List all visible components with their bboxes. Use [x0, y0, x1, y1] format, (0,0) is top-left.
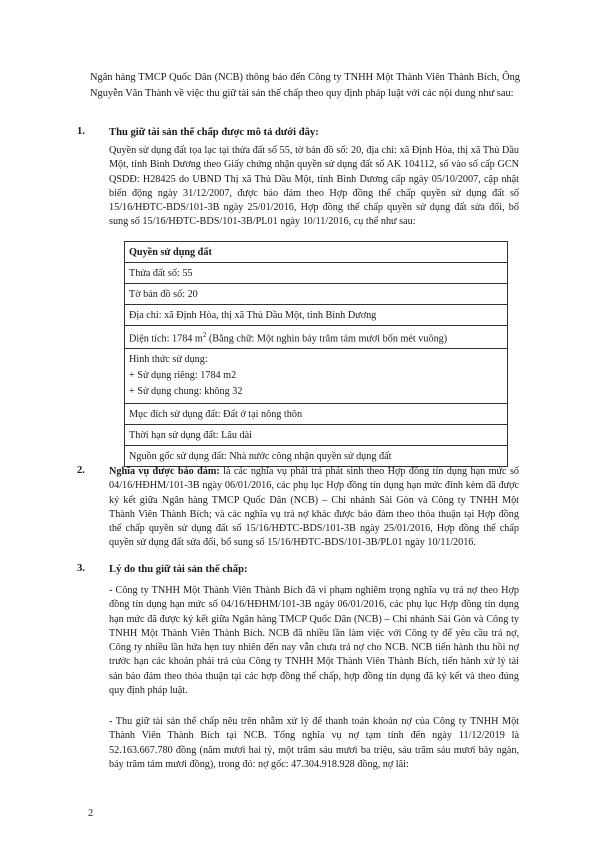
- area-value: Diện tích: 1784 m: [129, 333, 203, 345]
- page-number: 2: [88, 808, 94, 819]
- section-1-number: 1.: [77, 126, 85, 137]
- table-cell: Thửa đất số: 55: [125, 263, 508, 284]
- table-cell-area: [125, 326, 508, 349]
- section-3-bullet-2: - Thu giữ tài sản thế chấp nêu trên nhằm xử lý để thanh toán khoản nợ của Công ty TNHH Một Thành Viên Thành Bích tại NCB. Tổng nghĩa vụ nợ tạm tính đến ngày 11/12/2019 là 52.163.667.780 đồng (năm mươi hai tỷ, một trăm sáu mươi ba triệu, sáu trăm sáu mươi bảy ngàn, bảy trăm tám mươi đồng), trong đó: nợ gốc: 47.304.918.928 đồng, nợ lãi:: [109, 716, 519, 770]
- usage-form-label: Hình thức sử dụng:: [129, 354, 208, 366]
- land-use-table: [124, 241, 508, 467]
- section-2-body: là các nghĩa vụ phải trả phát sinh theo Hợp đồng tín dụng hạn mức số 04/16/HĐHM/101-3B ngày 06/01/2016, các phụ lục Hợp đồng tín dụng hạn mức đính kèm đã được ký kết giữa Ngân hàng TMCP Quốc Dân (NCB) – Chi nhánh Sài Gòn và Công ty TNHH Một Thành Viên Thành Bích; và các nghĩa vụ trả nợ khác được bảo đảm theo thỏa thuận tại Hợp đồng thế chấp quyền sử dụng đất số 15/16/HĐTC-BDS/101-3B ngày 25/01/2016, Hợp đồng thế chấp quyền sử dụng đất sửa đổi, bổ sung số 15/16/HĐTC-BDS/101-3B/PL01 ngày 10/11/2016.: [109, 466, 520, 549]
- table-row: [125, 326, 508, 349]
- area-superscript: 2: [202, 331, 207, 339]
- table-cell: Địa chỉ: xã Định Hòa, thị xã Thủ Dầu Một, tỉnh Bình Dương: [125, 305, 508, 326]
- table-cell: Tờ bản đồ số: 20: [125, 284, 508, 305]
- table-row: [125, 242, 508, 263]
- table-row: [125, 349, 508, 404]
- usage-shared: + Sử dụng chung: không 32: [129, 386, 243, 398]
- table-cell: Mục đích sử dụng đất: Đất ở tại nông thôn: [125, 404, 508, 425]
- section-1-body: Quyền sử dụng đất tọa lạc tại thửa đất số 55, tờ bản đồ số: 20, địa chỉ: xã Định Hòa, thị xã Thủ Dầu Một, tỉnh Bình Dương theo Giấy chứng nhận quyền sử dụng đất số AK 104112, số vào số cấp GCN QSDĐ: H28425 do UBND Thị xã Thủ Dầu Một, tỉnh Bình Dương cấp ngày 05/10/2007, cập nhật biến động ngày 31/12/2007, được bảo đảm theo Hợp đồng thế chấp quyền sử dụng đất số 15/16/HĐTC-BDS/101-3B ngày 25/01/2016, Hợp đồng thế chấp quyền sử dụng đất sửa đổi, bổ sung số 15/16/HĐTC-BDS/101-3B/PL01 ngày 10/11/2016, cụ thể như sau:: [109, 145, 519, 228]
- section-2-title: Nghĩa vụ được bảo đảm:: [109, 466, 220, 477]
- section-2-paragraph: [109, 465, 519, 551]
- area-words: (Bằng chữ: Một nghìn bảy trăm tám mươi bốn mét vuông): [206, 333, 448, 345]
- section-3-title: Lý do thu giữ tài sản thế chấp:: [109, 564, 248, 575]
- table-cell: Nguồn gốc sử dụng đất: Nhà nước công nhận quyền sử dụng đất: [125, 446, 508, 467]
- section-3-number: 3.: [77, 563, 85, 574]
- section-3-bullet-1: - Công ty TNHH Một Thành Viên Thành Bích đã vi phạm nghiêm trọng nghĩa vụ trả nợ theo Hợp đồng tín dụng hạn mức số 04/16/HĐHM/101-3B ngày 06/01/2016, các phụ lục Hợp đồng tín dụng hạn mức đã được ký kết giữa Ngân hàng TMCP Quốc Dân (NCB) – Chi nhánh Sài Gòn và Công ty TNHH Một Thành Viên Thành Bích. NCB đã nhiều lần làm việc với Công ty để yêu cầu trả nợ, Công ty nhiều lần hứa hẹn tuy nhiên đến nay vẫn chưa trả nợ cho NCB. NCB tiến hành thu hồi nợ trước hạn các khoản phải trả của Công ty TNHH Một Thành Viên Thành Bích, tiến hành xử lý tài sản bảo đảm theo thỏa thuận tại các hợp đồng thế chấp, hợp đồng tín dụng đã ký kết và theo đúng quy định pháp luật.: [109, 585, 519, 697]
- section-2-number: 2.: [77, 465, 85, 476]
- table-header: Quyền sử dụng đất: [125, 242, 508, 263]
- table-row: [125, 404, 508, 425]
- section-1-title: Thu giữ tài sản thế chấp được mô tả dưới đây:: [109, 127, 319, 138]
- table-row: [125, 284, 508, 305]
- intro-paragraph: Ngân hàng TMCP Quốc Dân (NCB) thông báo đến Công ty TNHH Một Thành Viên Thành Bích, Ông Nguyễn Văn Thành về việc thu giữ tài sản thế chấp theo quy định pháp luật với các nội dung như sau:: [90, 72, 520, 99]
- table-cell: Thời hạn sử dụng đất: Lâu dài: [125, 425, 508, 446]
- table-row: [125, 263, 508, 284]
- table-row: [125, 425, 508, 446]
- table-row: [125, 305, 508, 326]
- table-row: [125, 446, 508, 467]
- usage-private: + Sử dụng riêng: 1784 m2: [129, 370, 237, 382]
- table-cell-usage: [125, 349, 508, 404]
